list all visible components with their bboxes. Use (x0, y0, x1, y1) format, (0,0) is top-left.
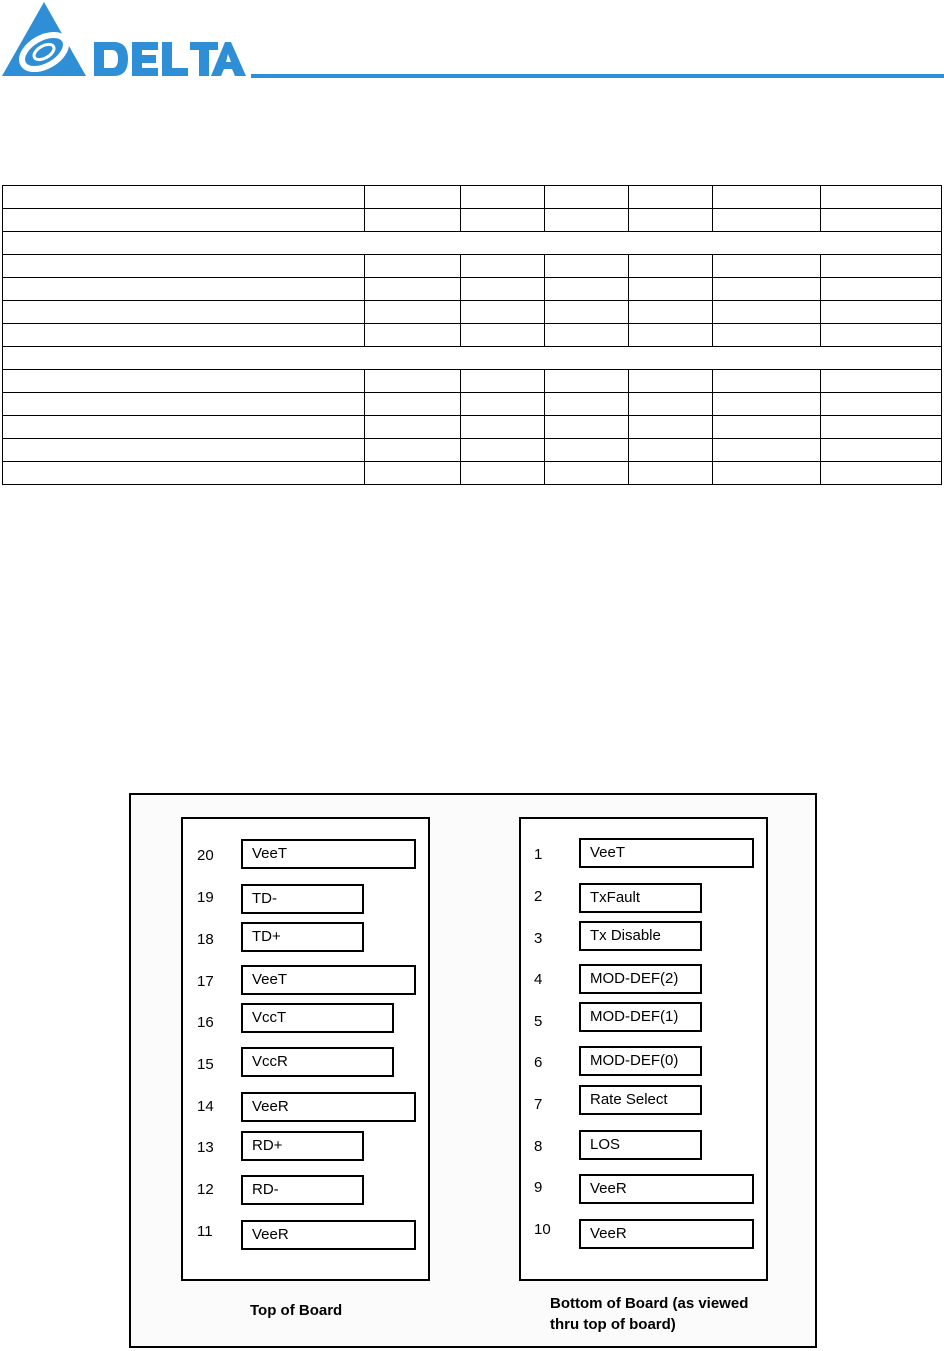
table-cell (629, 255, 713, 278)
pin-label: VccR (241, 1047, 394, 1077)
pin-label: VeeT (579, 838, 754, 868)
pin-label: VccT (241, 1003, 394, 1033)
table-cell (545, 416, 629, 439)
table-cell (3, 278, 365, 301)
table-cell (461, 439, 545, 462)
pin-number: 3 (534, 930, 543, 947)
table-cell (629, 416, 713, 439)
table-cell (545, 301, 629, 324)
table-cell (461, 416, 545, 439)
spec-table (2, 185, 942, 485)
pin-number: 1 (534, 846, 543, 863)
bottom-of-board-caption-line2: thru top of board) (550, 1316, 676, 1333)
table-cell (629, 324, 713, 347)
table-cell (365, 186, 461, 209)
table-cell (821, 370, 942, 393)
table-cell (713, 439, 821, 462)
table-cell (545, 393, 629, 416)
table-cell (3, 301, 365, 324)
table-row (3, 278, 942, 301)
table-cell (821, 278, 942, 301)
table-cell (821, 462, 942, 485)
table-cell (3, 393, 365, 416)
pin-number: 8 (534, 1138, 543, 1155)
table-cell (365, 324, 461, 347)
table-cell (3, 186, 365, 209)
table-cell (3, 347, 942, 370)
table-cell (821, 255, 942, 278)
top-of-board-caption: Top of Board (250, 1302, 343, 1319)
pin-label: MOD-DEF(2) (579, 964, 702, 994)
table-row (3, 186, 942, 209)
table-cell (365, 439, 461, 462)
table-cell (461, 462, 545, 485)
table-cell (713, 301, 821, 324)
table-cell (365, 301, 461, 324)
table-cell (821, 209, 942, 232)
pin-label: VeeR (241, 1220, 416, 1250)
pin-number: 11 (197, 1223, 213, 1240)
bottom-of-board-caption-line1: Bottom of Board (as viewed (550, 1295, 749, 1312)
table-cell (713, 324, 821, 347)
pin-label: VeeT (241, 965, 416, 995)
pin-number: 18 (197, 931, 214, 948)
table-cell (629, 186, 713, 209)
delta-logo (2, 2, 246, 78)
table-cell (3, 416, 365, 439)
table-cell (713, 255, 821, 278)
pin-number: 14 (197, 1098, 214, 1115)
table-cell (461, 393, 545, 416)
table-cell (545, 370, 629, 393)
table-cell (821, 186, 942, 209)
table-section-row (3, 347, 942, 370)
table-cell (545, 462, 629, 485)
table-row (3, 416, 942, 439)
table-cell (365, 462, 461, 485)
pin-number: 13 (197, 1139, 214, 1156)
table-section-row (3, 232, 942, 255)
table-cell (365, 393, 461, 416)
table-cell (3, 462, 365, 485)
table-cell (3, 255, 365, 278)
table-cell (461, 301, 545, 324)
table-cell (629, 462, 713, 485)
table-cell (545, 186, 629, 209)
table-cell (3, 209, 365, 232)
table-cell (461, 278, 545, 301)
table-cell (545, 278, 629, 301)
table-cell (821, 324, 942, 347)
table-cell (461, 209, 545, 232)
pin-number: 4 (534, 971, 543, 988)
pin-label: VeeR (241, 1092, 416, 1122)
pin-label: VeeR (579, 1174, 754, 1204)
table-cell (713, 186, 821, 209)
pin-label: TD+ (241, 922, 364, 952)
pin-number: 16 (197, 1014, 214, 1031)
table-cell (461, 186, 545, 209)
pin-number: 15 (197, 1056, 214, 1073)
table-cell (713, 278, 821, 301)
table-cell (629, 278, 713, 301)
pin-diagram (129, 793, 817, 1348)
pin-number: 17 (197, 973, 214, 990)
table-cell (821, 301, 942, 324)
table-row (3, 324, 942, 347)
pin-label: RD+ (241, 1131, 364, 1161)
pin-label: RD- (241, 1175, 364, 1205)
table-cell (713, 393, 821, 416)
table-cell (545, 209, 629, 232)
table-row (3, 209, 942, 232)
table-cell (629, 370, 713, 393)
table-cell (545, 255, 629, 278)
pin-label: TxFault (579, 883, 702, 913)
pin-label: Tx Disable (579, 921, 702, 951)
table-cell (3, 232, 942, 255)
table-row (3, 370, 942, 393)
table-cell (821, 439, 942, 462)
pin-number: 7 (534, 1096, 543, 1113)
pin-number: 20 (197, 847, 214, 864)
pin-label: LOS (579, 1130, 702, 1160)
table-cell (629, 439, 713, 462)
pin-label: MOD-DEF(1) (579, 1002, 702, 1032)
table-cell (365, 255, 461, 278)
table-cell (365, 370, 461, 393)
table-row (3, 462, 942, 485)
table-cell (3, 370, 365, 393)
table-cell (713, 416, 821, 439)
pin-label: VeeR (579, 1219, 754, 1249)
table-cell (821, 416, 942, 439)
pin-number: 9 (534, 1179, 543, 1196)
table-cell (461, 324, 545, 347)
table-cell (545, 324, 629, 347)
pin-number: 6 (534, 1054, 543, 1071)
table-cell (821, 393, 942, 416)
table-row (3, 255, 942, 278)
table-cell (629, 393, 713, 416)
table-cell (365, 278, 461, 301)
table-row (3, 393, 942, 416)
table-cell (629, 209, 713, 232)
pin-number: 2 (534, 888, 543, 905)
table-cell (3, 324, 365, 347)
table-cell (713, 209, 821, 232)
table-cell (461, 370, 545, 393)
table-cell (629, 301, 713, 324)
table-cell (713, 462, 821, 485)
table-cell (3, 439, 365, 462)
pin-number: 19 (197, 889, 214, 906)
table-cell (365, 416, 461, 439)
pin-number: 12 (197, 1181, 214, 1198)
pin-label: VeeT (241, 839, 416, 869)
table-row (3, 439, 942, 462)
table-cell (461, 255, 545, 278)
pin-label: TD- (241, 884, 364, 914)
pin-number: 10 (534, 1221, 551, 1238)
table-cell (545, 439, 629, 462)
pin-label: Rate Select (579, 1085, 702, 1115)
pin-label: MOD-DEF(0) (579, 1046, 702, 1076)
table-row (3, 301, 942, 324)
table-cell (365, 209, 461, 232)
header-rule (251, 74, 944, 78)
table-cell (713, 370, 821, 393)
pin-number: 5 (534, 1013, 543, 1030)
